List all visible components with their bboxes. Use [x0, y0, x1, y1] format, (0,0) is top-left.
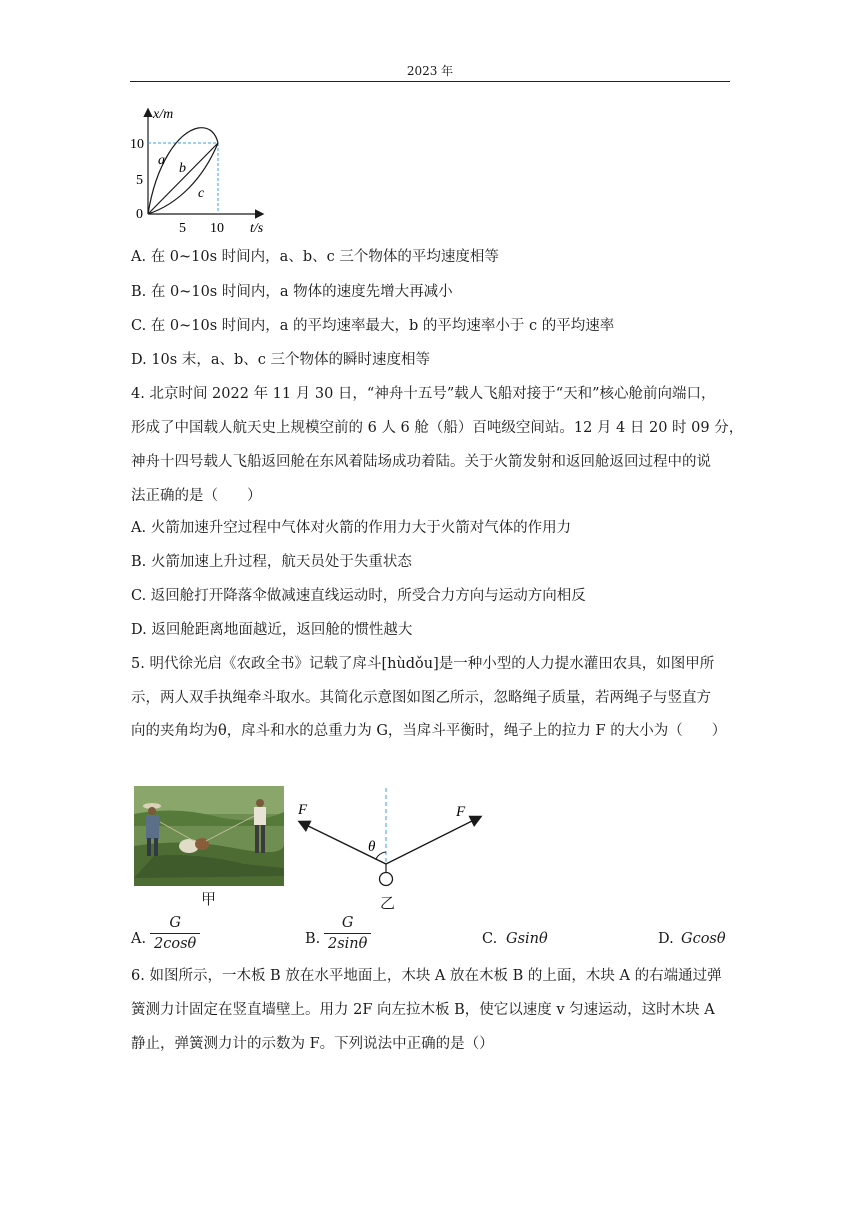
q5-option-a-denominator: 2cosθ	[154, 936, 197, 952]
q5-option-b-numerator: G	[324, 913, 371, 934]
q5-stem-line-3: 向的夹角均为θ，戽斗和水的总重力为 G，当戽斗平衡时，绳子上的拉力 F 的大小为（ ）	[131, 723, 727, 739]
header-rule	[130, 81, 730, 82]
x-axis-label: t/s	[250, 221, 264, 236]
q3-option-d: D. 10s 末，a、b、c 三个物体的瞬时速度相等	[131, 352, 430, 368]
q4-option-a: A. 火箭加速升空过程中气体对火箭的作用力大于火箭对气体的作用力	[131, 520, 572, 536]
q4-stem-line-1: 4. 北京时间 2022 年 11 月 30 日，“神舟十五号”载人飞船对接于“天和”核心舱前向端口，	[131, 386, 716, 402]
angle-arc	[376, 852, 386, 859]
curve-label-c: c	[198, 186, 205, 201]
force-label-right: F	[456, 804, 466, 820]
y-tick-0: 0	[136, 207, 143, 222]
q3-option-c: C. 在 0~10s 时间内，a 的平均速率最大，b 的平均速率小于 c 的平均速率	[131, 318, 615, 334]
q5-option-b-denominator: 2sinθ	[328, 936, 368, 952]
angle-label: θ	[368, 839, 376, 855]
q5-option-a-fraction	[150, 913, 200, 954]
xt-graph	[128, 104, 278, 236]
q6-stem-line-1: 6. 如图所示，一木板 B 放在水平地面上，木块 A 放在木板 B 的上面，木块 A 的右端通过弹	[131, 968, 722, 984]
q5-stem-line-1: 5. 明代徐光启《农政全书》记载了戽斗[hùdǒu]是一种小型的人力提水灌田农具，如图甲所	[131, 656, 715, 672]
q4-stem-line-2: 形成了中国载人航天史上规模空前的 6 人 6 舱（船）百吨级空间站。12 月 4 日 20 时 09 分，	[131, 420, 744, 436]
q5-option-b-fraction	[324, 913, 371, 954]
page-header: 2023 年	[406, 64, 454, 78]
q6-stem-line-2: 簧测力计固定在竖直墙壁上。用力 2F 向左拉木板 B，使它以速度 v 匀速运动，这时木块 A	[131, 1002, 715, 1018]
x-tick-10: 10	[210, 221, 224, 236]
q5-option-a-letter: A.	[131, 931, 147, 947]
q4-stem-line-4: 法正确的是（ ）	[131, 488, 262, 504]
photo-farmers-bucket	[134, 786, 284, 886]
q5-option-d-letter: D.	[658, 931, 674, 947]
x-tick-5: 5	[179, 221, 186, 236]
q5-stem-line-2: 示，两人双手执绳牵斗取水。其简化示意图如图乙所示，忽略绳子质量，若两绳子与竖直方	[131, 690, 711, 706]
q5-option-d-text: Gcosθ	[681, 931, 726, 947]
q4-stem-line-3: 神舟十四号载人飞船返回舱在东风着陆场成功着陆。关于火箭发射和返回舱返回过程中的说	[131, 454, 711, 470]
force-label-left: F	[298, 802, 308, 818]
q3-option-b: B. 在 0~10s 时间内，a 物体的速度先增大再减小	[131, 284, 453, 300]
q4-option-b: B. 火箭加速上升过程，航天员处于失重状态	[131, 554, 412, 570]
force-diagram	[288, 786, 488, 892]
q6-stem-line-3: 静止，弹簧测力计的示数为 F。下列说法中正确的是（）	[131, 1036, 494, 1052]
q4-option-d: D. 返回舱距离地面越近，返回舱的惯性越大	[131, 622, 413, 638]
rope-right	[386, 817, 480, 864]
y-axis-label: x/m	[153, 107, 174, 122]
bucket-circle	[380, 873, 393, 886]
curve-label-a: a	[158, 153, 165, 168]
y-tick-10: 10	[130, 137, 144, 152]
fig-yi-label: 乙	[380, 894, 396, 912]
q5-option-c-letter: C.	[482, 931, 498, 947]
y-tick-5: 5	[136, 173, 143, 188]
q5-option-c-text: Gsinθ	[506, 931, 548, 947]
fig-jia-label: 甲	[201, 890, 217, 908]
q3-option-a: A. 在 0~10s 时间内，a、b、c 三个物体的平均速度相等	[131, 249, 499, 265]
q4-option-c: C. 返回舱打开降落伞做减速直线运动时，所受合力方向与运动方向相反	[131, 588, 586, 604]
curve-label-b: b	[179, 161, 186, 176]
q5-option-b-letter: B.	[305, 931, 321, 947]
q5-option-a-numerator: G	[150, 913, 200, 934]
